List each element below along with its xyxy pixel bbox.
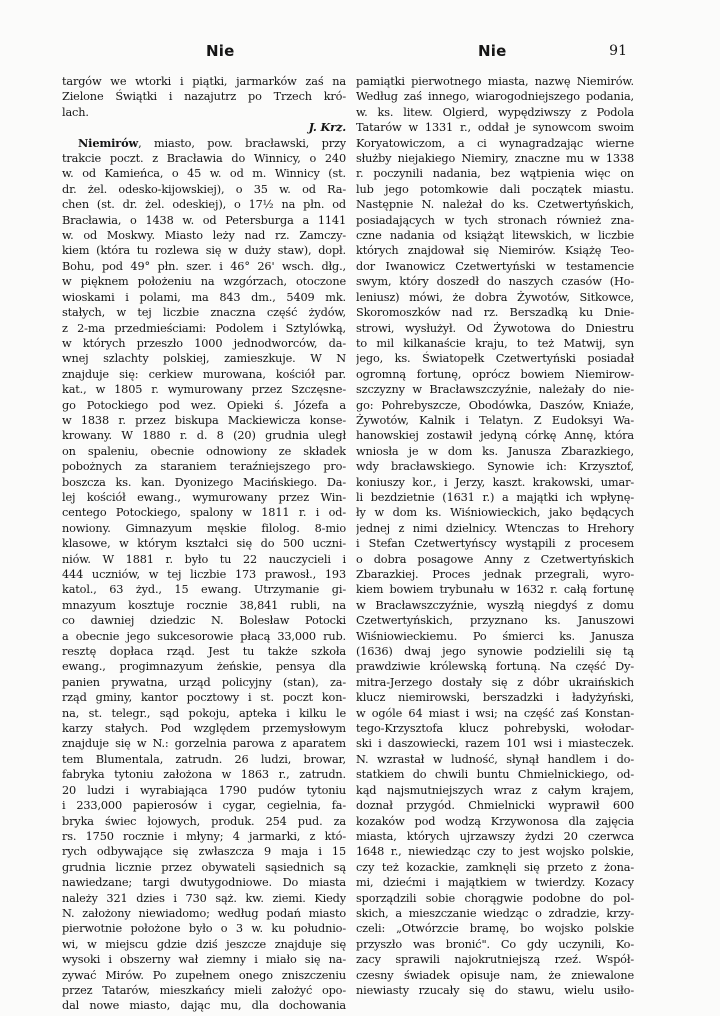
- text-line: Żywotów, Kalnik i Telatyn. Z Eudoksyi Wa-: [356, 413, 634, 427]
- text-line: Niemirów, miasto, pow. bracławski, przy: [78, 135, 346, 150]
- text-line: go Potockiego pod wez. Opieki ś. Józefa a: [62, 398, 346, 412]
- text-line: on spaleniu, obecnie odnowiony ze składek: [62, 444, 346, 458]
- text-line: w których przeszło 1000 jednodworców, da-: [62, 336, 346, 350]
- text-line: tego-Krzysztofa klucz pohrebyski, wołodar-: [356, 722, 634, 736]
- text-line: N. wzrastał w ludność, słynął handlem i do-: [356, 752, 634, 766]
- text-line: li bezdzietnie (1631 r.) a majątki ich wpłynę-: [356, 490, 634, 504]
- text-line: sporządzili sobie chorągwie podobne do pol-: [356, 891, 634, 905]
- text-line: i 233,000 papierosów i cygar, cegielnia, fa-: [62, 799, 346, 813]
- text-line: prawdziwie królewską fortuną. Na część Dy-: [356, 660, 634, 674]
- text-line: w Bracławszczyźnie, wyszłą niegdyś z domu: [356, 598, 634, 612]
- text-line: szczyzny w Bracławszczyźnie, należały do nie-: [356, 383, 634, 397]
- text-line: mitra-Jerzego dostały się z dóbr ukraińskich: [356, 675, 634, 689]
- text-line: co dawniej dziedzic N. Bolesław Potocki: [62, 614, 346, 628]
- text-line: trakcie poczt. z Bracławia do Winnicy, o 240: [62, 152, 346, 166]
- text-line: w. od Kamieńca, o 45 w. od m. Winnicy (st.: [62, 167, 346, 181]
- text-line: czesny świadek opisuje nam, że zniewalone: [356, 968, 634, 982]
- text-line: a obecnie jego sukcesorowie płacą 33,000 rub.: [62, 629, 346, 643]
- entry-headword: Niemirów: [78, 135, 139, 150]
- text-line: dal nowe miasto, dając mu, dla dochowania: [62, 999, 346, 1013]
- text-line: Bracławia, o 1438 w. od Petersburga a 1141: [62, 213, 346, 227]
- text-line: w. ks. litew. Olgierd, wypędziwszy z Podola: [356, 105, 634, 119]
- text-line: ły w dom ks. Wiśniowieckich, jako będących: [356, 506, 634, 520]
- text-line: kiem bowiem trybunału w 1632 r. całą fortunę: [356, 583, 634, 597]
- text-line: o dobra posagowe Anny z Czetwertyńskich: [356, 552, 634, 566]
- text-line: przyszło was bronić". Co gdy uczynili, Ko-: [356, 937, 634, 951]
- text-line: jego, ks. Światopełk Czetwertyński posiadał: [356, 352, 634, 366]
- page-number: 91: [609, 43, 627, 59]
- text-line: resztę dopłaca rząd. Jest tu także szkoła: [62, 645, 346, 659]
- text-line: skich, a mieszczanie wiedząc o zdradzie, krzy-: [356, 906, 634, 920]
- text-line: niów. W 1881 r. było tu 22 nauczycieli i: [62, 552, 346, 566]
- text-line: boszcza ks. kan. Dyonizego Macińskiego. Da-: [62, 475, 346, 489]
- text-line: wdy bracławskiego. Synowie ich: Krzysztof,: [356, 460, 634, 474]
- text-line: w 1838 r. przez biskupa Mackiewicza konse-: [62, 413, 346, 427]
- text-line: rząd gminy, kantor pocztowy i st. poczt kon-: [62, 691, 346, 705]
- text-line: jednej z nimi dzielnicy. Wtenczas to Hrehory: [356, 521, 634, 535]
- right-text-column: [356, 74, 634, 998]
- header-left-keyword: Nie: [206, 42, 235, 60]
- text-line: 20 ludzi i wyrabiająca 1790 pudów tytoniu: [62, 783, 346, 797]
- text-line: dor Iwanowicz Czetwertyński w testamencie: [356, 259, 634, 273]
- text-line: znajduje się w N.: gorzelnia parowa z aparatem: [62, 737, 346, 751]
- text-line: r. poczynili nadania, bez wątpienia więc on: [356, 167, 634, 181]
- text-line: mnazyum kosztuje rocznie 38,841 rubli, na: [62, 598, 346, 612]
- header-center-keyword: Nie: [478, 42, 507, 60]
- text-line: tem Blumentala, zatrudn. 26 ludzi, browar,: [62, 752, 346, 766]
- text-line: J. Krz.: [308, 120, 346, 135]
- text-line: służby niejakiego Niemiry, znaczne mu w 1338: [356, 152, 634, 166]
- text-line: 1648 r., niewiedząc czy to jest wojsko polskie,: [356, 845, 634, 859]
- text-line: Wiśniowieckiemu. Po śmierci ks. Janusza: [356, 629, 634, 643]
- text-line: i Stefan Czetwertyńscy wystąpili z procesem: [356, 537, 634, 551]
- text-line: wysoki i obszerny wał ziemny i miało się na-: [62, 953, 346, 967]
- text-line: należy 321 dzies i 730 sąż. kw. ziemi. Kiedy: [62, 891, 346, 905]
- text-line: stałych, w tej liczbie znaczna część żydów,: [62, 306, 346, 320]
- text-line: w pięknem położeniu na wzgórzach, otoczone: [62, 275, 346, 289]
- text-line: dr. żel. odesko-kijowskiej), o 35 w. od Ra-: [62, 182, 346, 196]
- text-line: Według zaś innego, wiarogodniejszego podania,: [356, 90, 634, 104]
- text-line: karzy stałych. Pod względem przemysłowym: [62, 722, 346, 736]
- text-line: niewiasty rzucały się do stawu, wielu usiło-: [356, 983, 634, 997]
- text-line: 444 uczniów, w tej liczbie 173 prawosł., 193: [62, 568, 346, 581]
- text-line: chen (st. dr. żel. odeskiej), o 17½ na płn. od: [62, 198, 346, 212]
- text-line: czne nadania od książąt litewskich, w liczbie: [356, 229, 634, 243]
- text-line: kozaków pod wodzą Krzywonosa dla zajęcia: [356, 814, 634, 828]
- text-line: koniuszy kor., i Jerzy, kaszt. krakowski, umar-: [356, 475, 634, 489]
- text-line: ogromną fortunę, oprócz bowiem Niemirow-: [356, 367, 634, 381]
- text-line: kat., w 1805 r. wymurowany przez Szczęsne-: [62, 383, 346, 397]
- text-line: kiem (która tu rozlewa się w duży staw), dopł.: [62, 244, 346, 258]
- text-line: miasta, których ujrzawszy żydzi 20 czerwca: [356, 829, 634, 843]
- text-line: których znajdował się Niemirów. Książę Teo-: [356, 244, 634, 258]
- text-line: wioskami i polami, ma 843 dm., 5409 mk.: [62, 290, 346, 304]
- text-line: klasowe, w którym kształci się do 500 uczni-: [62, 537, 346, 551]
- text-line: bryka świec łojowych, produk. 254 pud. za: [62, 814, 346, 828]
- running-header: [60, 42, 635, 64]
- text-line: katol., 63 żyd., 15 ewang. Utrzymanie gi-: [62, 583, 346, 597]
- text-line: centego Potockiego, spalony w 1811 r. i od-: [62, 506, 346, 520]
- text-line: swym, który doszedł do naszych czasów (Ho-: [356, 275, 634, 289]
- text-line: posiadających w tych stronach również zna-: [356, 213, 634, 227]
- text-line: Skoromoszków nad rz. Berszadką ku Dnie-: [356, 306, 634, 320]
- text-line: Bohu, pod 49° płn. szer. i 46° 26' wsch. dłg.,: [62, 259, 346, 273]
- text-line: znajduje się: cerkiew murowana, kościół par.: [62, 367, 346, 381]
- text-line: doznał przygód. Chmielnicki wyprawił 600: [356, 799, 634, 813]
- text-line: lach.: [62, 105, 89, 119]
- text-line: Tatarów w 1331 r., oddał je synowcom swoim: [356, 121, 634, 135]
- text-line: w. od Moskwy. Miasto leży nad rz. Zamczy-: [62, 229, 346, 243]
- text-line: wi, w miejscu gdzie dziś jeszcze znajduje się: [62, 937, 346, 951]
- text-line: go: Pohrebyszcze, Obodówka, Daszów, Kniaźe,: [356, 398, 634, 412]
- text-line: wnej szlachty polskiej, zamieszkuje. W N: [62, 352, 346, 366]
- text-line: Koryatowiczom, a ci wynagradzając wierne: [356, 136, 634, 150]
- text-line: to mil kilkanaście kraju, to też Matwij, syn: [356, 336, 634, 350]
- text-line: pobożnych za staraniem teraźniejszego pro-: [62, 460, 346, 474]
- text-line: grudnia licznie przez obywateli sąsiednich są: [62, 860, 346, 874]
- text-line: Czetwertyńskich, przyznano ks. Januszowi: [356, 614, 634, 628]
- text-line: rs. 1750 rocznie i młyny; 4 jarmarki, z któ-: [62, 829, 346, 843]
- text-line: zacy sprawili najokrutniejszą rzeź. Współ-: [356, 953, 634, 967]
- text-line: klucz niemirowski, berszadzki i ładyżyński,: [356, 691, 634, 705]
- text-line: fabryka tytoniu założona w 1863 r., zatrudn.: [62, 768, 346, 782]
- text-line: strowi, wysłużył. Od Żywotowa do Dniestru: [356, 321, 634, 335]
- text-line: nawiedzane; targi dwutygodniowe. Do miasta: [62, 876, 346, 890]
- column-gutter: [350, 74, 351, 964]
- text-line: N. założony niewiadomo; według podań miasto: [62, 906, 346, 920]
- text-line: ski i daszowiecki, razem 101 wsi i miasteczek.: [356, 737, 634, 751]
- text-line: krowany. W 1880 r. d. 8 (20) grudnia uległ: [62, 429, 346, 443]
- text-line: na, st. telegr., sąd pokoju, apteka i kilku le: [62, 706, 346, 720]
- text-line: rych odbywające się zwłaszcza 9 maja i 15: [62, 845, 346, 859]
- text-line: statkiem do chwili buntu Chmielnickiego, od-: [356, 768, 634, 782]
- text-line: z 2-ma przedmieściami: Podolem i Sztylówką,: [62, 321, 346, 335]
- text-line: lej kościół ewang., wymurowany przez Win-: [62, 490, 346, 504]
- text-line: hanowskiej zostawił jedyną córkę Annę, która: [356, 429, 634, 443]
- text-line: Zbarazkiej. Proces jednak przegrali, wyro-: [356, 568, 634, 581]
- text-line: ewang., progimnazyum żeńskie, pensya dla: [62, 660, 346, 674]
- text-line: nowiony. Gimnazyum męskie filolog. 8-mio: [62, 521, 346, 535]
- text-line: targów we wtorki i piątki, jarmarków zaś na: [62, 75, 346, 88]
- text-line: zywać Mirów. Po zupełnem onego zniszczeniu: [62, 968, 346, 982]
- text-line: czy też kozackie, zamknęli się przeto z żona-: [356, 860, 634, 874]
- text-line: w ogóle 64 miast i wsi; na część zaś Konstan-: [356, 706, 634, 720]
- text-line: Zielone Świątki i nazajutrz po Trzech kró-: [62, 90, 346, 104]
- text-line: wniosła je w dom ks. Janusza Zbarazkiego,: [356, 444, 634, 458]
- text-line: (1636) dwaj jego synowie podzielili się tą: [356, 645, 634, 659]
- text-line: pierwotnie położone było o 3 w. ku południo-: [62, 922, 346, 936]
- text-line: panien prywatna, urząd policyjny (stan), za-: [62, 675, 346, 689]
- text-line: przez Tatarów, mieszkańcy mieli założyć opo-: [62, 983, 346, 997]
- text-line: kąd najsmutniejszych wraz z całym krajem,: [356, 783, 634, 797]
- text-line: leniusz) mówi, że dobra Żywotów, Sitkowce,: [356, 290, 634, 304]
- text-line: lub jego potomkowie dali początek miastu.: [356, 182, 634, 196]
- text-line: czeli: „Otwórzcie bramę, bo wojsko polskie: [356, 922, 634, 936]
- left-text-column: [62, 74, 346, 1014]
- text-line: Następnie N. należał do ks. Czetwertyńskich,: [356, 198, 634, 212]
- text-line: pamiątki pierwotnego miasta, nazwę Niemirów.: [356, 75, 634, 88]
- text-line: mi, dziećmi i majątkiem w twierdzy. Kozacy: [356, 876, 634, 890]
